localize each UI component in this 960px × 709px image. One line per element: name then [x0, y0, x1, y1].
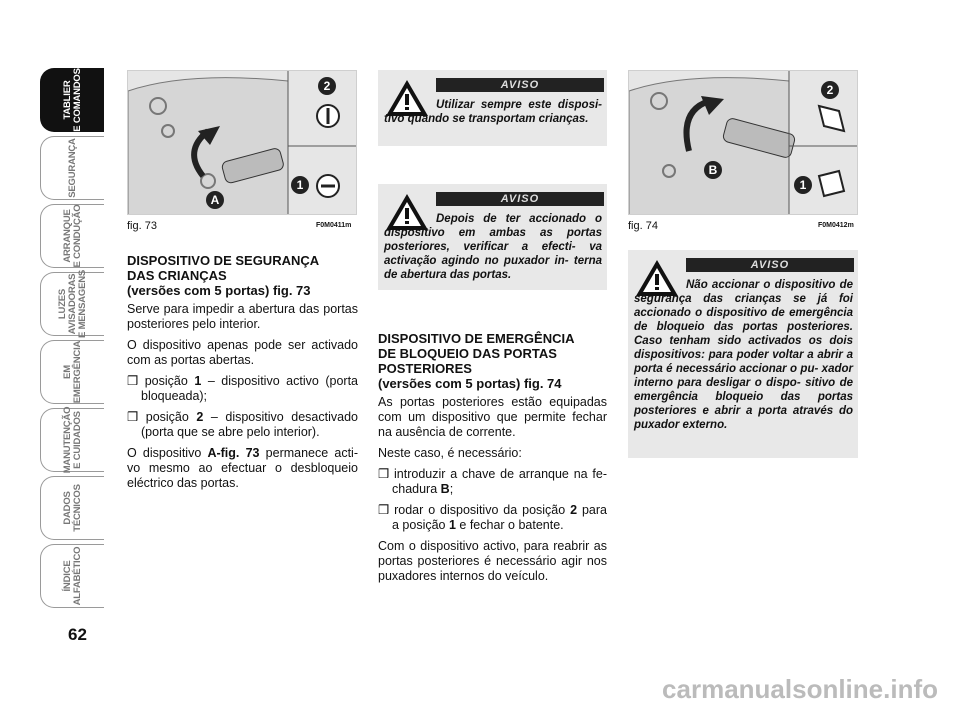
bullet-item: ❒ posição 2 – dispositivo desactivado (porta que se abre pelo interior).	[127, 410, 358, 439]
column-1	[127, 253, 358, 497]
text: – dispositivo desactivado (porta que se abre pelo interior).	[141, 410, 358, 439]
callout-1: 1	[291, 176, 309, 194]
title-line: (versões com 5 portas) fig. 73	[127, 283, 311, 298]
figure-74	[628, 70, 858, 215]
text: introduzir a chave de arranque na fe- chadura	[392, 467, 607, 496]
text: O dispositivo	[127, 446, 208, 460]
tab-tablier[interactable]	[40, 68, 104, 132]
aviso-label: AVISO	[436, 192, 604, 206]
paragraph: Serve para impedir a abertura das portas posteriores pelo interior.	[127, 302, 358, 331]
paragraph: As portas posteriores estão equipadas com um dispositivo que permite fechar na ausência de corrente.	[378, 395, 607, 439]
column-2	[378, 331, 607, 590]
text: rodar o dispositivo da posição	[394, 503, 571, 517]
paragraph	[127, 446, 358, 491]
title-line: DE BLOQUEIO DAS PORTAS	[378, 346, 557, 361]
text: 1	[194, 374, 202, 388]
tab-label: DADOS TÉCNICOS	[61, 484, 83, 532]
text: posição	[144, 374, 195, 388]
title-line: POSTERIORES	[378, 361, 472, 376]
paragraph: O dispositivo apenas pode ser activado com as portas abertas.	[127, 338, 358, 367]
callout-a: A	[206, 191, 224, 209]
tab-label: TABLIER E COMANDOS	[61, 68, 83, 132]
text: 2	[570, 503, 578, 517]
warning-text: Utilizar sempre este disposi- tivo quando se transportam crianças.	[384, 99, 602, 125]
tab-indice[interactable]	[40, 544, 104, 608]
text: para a posição	[392, 503, 607, 532]
callout-2: 2	[318, 77, 336, 95]
tab-manutencao[interactable]	[40, 408, 104, 472]
callout-2: 2	[821, 81, 839, 99]
tab-label: EM EMERGÊNCIA	[61, 340, 83, 404]
tab-label: ARRANQUE E CONDUÇÃO	[61, 204, 83, 268]
warning-text: Depois de ter accionado o dispositivo em ambas as portas posteriores, verificar a efecti- va activação agindo no puxador in- terna de abertura das portas.	[384, 213, 602, 281]
fig73-caption: fig. 73	[127, 220, 157, 232]
tab-emergencia[interactable]	[40, 340, 104, 404]
warning-box-1	[378, 70, 607, 146]
aviso-label: AVISO	[686, 258, 854, 272]
tab-dados[interactable]	[40, 476, 104, 540]
tab-label: LUZES AVISADORAS E MENSAGENS	[56, 269, 88, 339]
tab-label: ÍNDICE ALFABÉTICO	[61, 546, 83, 606]
text: 1	[448, 518, 456, 532]
section-title	[127, 253, 358, 298]
bullet-item: ❒ posição 1 – dispositivo activo (porta bloqueada);	[127, 374, 358, 403]
text: ;	[449, 482, 454, 496]
warning-box-3	[628, 250, 858, 458]
page-number: 62	[68, 625, 87, 644]
watermark: carmanualsonline.info	[662, 674, 938, 704]
warning-box-2	[378, 184, 607, 290]
section-title	[378, 331, 607, 391]
tab-label: MANUTENÇÃO E CUIDADOS	[61, 406, 83, 474]
text: – dispositivo activo (porta bloqueada);	[141, 374, 358, 403]
text: permanece acti- vo mesmo ao efectuar o desbloqueio eléctrico das portas.	[127, 446, 359, 490]
aviso-label: AVISO	[436, 78, 604, 92]
bullet-item: ❒ introduzir a chave de arranque na fe- chadura B;	[378, 467, 607, 496]
figure-73	[127, 70, 357, 215]
callout-b: B	[704, 161, 722, 179]
callout-1: 1	[794, 176, 812, 194]
fig73-code: F0M0411m	[316, 222, 352, 229]
fig74-caption: fig. 74	[628, 220, 658, 232]
tab-seguranca[interactable]	[40, 136, 104, 200]
fig74-code: F0M0412m	[818, 222, 854, 229]
tab-luzes[interactable]	[40, 269, 104, 339]
text: B	[440, 482, 450, 496]
title-line: DISPOSITIVO DE EMERGÊNCIA	[378, 331, 575, 346]
text: posição	[145, 410, 197, 424]
paragraph: Com o dispositivo activo, para reabrir as portas posteriores é necessário agir nos puxadores internos do veículo.	[378, 539, 607, 583]
title-line: DAS CRIANÇAS	[127, 268, 227, 283]
tab-arranque[interactable]	[40, 204, 104, 268]
text: A-fig. 73	[207, 446, 260, 460]
text: 2	[196, 410, 204, 424]
warning-text: Não accionar o dispositivo de segurança das crianças se já foi accionado o dispositivo de emergência de bloqueio das portas posteriores. Caso tenham sido activados os dois dispositivos: para poder voltar a abrir a porta é necessário accionar o pu- xador interno para desligar o dispo- sitivo de emergência bloqueio das portas posteriores e abrir a porta através do puxador externo.	[634, 279, 853, 431]
bullet-item: ❒ rodar o dispositivo da posição 2 para a posição 1 e fechar o batente.	[378, 503, 607, 532]
title-line: (versões com 5 portas) fig. 74	[378, 376, 562, 391]
paragraph: Neste caso, é necessário:	[378, 446, 522, 460]
tab-label: SEGURANÇA	[66, 138, 78, 198]
title-line: DISPOSITIVO DE SEGURANÇA	[127, 253, 320, 268]
text: e fechar o batente.	[455, 518, 564, 532]
